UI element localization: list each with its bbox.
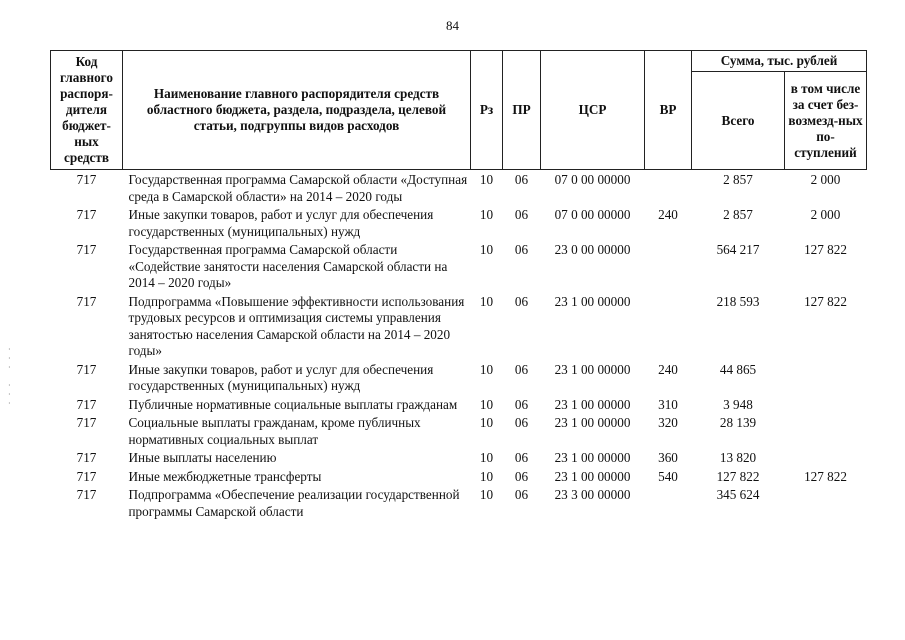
table-row	[51, 397, 867, 416]
cell-free: 2 000	[810, 207, 841, 222]
cell-rz: 10	[479, 207, 494, 222]
cell-rz: 10	[479, 450, 494, 465]
cell-pr: 06	[514, 396, 529, 412]
cell-free	[785, 362, 867, 397]
table-row	[51, 294, 867, 362]
cell-name: Публичные нормативные социальные выплаты гражданам	[128, 396, 458, 412]
cell-pr: 06	[514, 207, 529, 222]
cell-free: 127 822	[804, 468, 847, 484]
cell-vr	[645, 294, 692, 362]
cell-total: 127 822	[716, 468, 760, 484]
cell-vr	[645, 170, 692, 208]
cell-pr: 06	[514, 293, 529, 309]
cell-vr: 320	[658, 415, 678, 430]
cell-pr: 06	[514, 450, 529, 465]
margin-marks: · · · · · ·	[8, 345, 11, 408]
cell-free: 2 000	[810, 172, 841, 187]
table-row	[51, 207, 867, 242]
cell-vr: 310	[658, 396, 678, 412]
cell-total: 218 593	[716, 293, 760, 309]
cell-rz: 10	[479, 172, 494, 187]
cell-name: Государственная программа Самарской области «Содействие занятости населения Самарской области на 2014 – 2020 годы»	[128, 242, 448, 290]
cell-code: 717	[76, 468, 97, 484]
cell-free: 127 822	[804, 293, 847, 309]
cell-rz: 10	[479, 293, 494, 309]
cell-name: Иные закупки товаров, работ и услуг для обеспечения государственных (муниципальных) нужд	[128, 207, 434, 239]
table-row	[51, 170, 867, 208]
cell-total: 564 217	[716, 242, 760, 257]
header-sum-group: Сумма, тыс. рублей	[692, 51, 867, 72]
header-name: Наименование главного распорядителя средств областного бюджета, раздела, подраздела, целевой статьи, подгруппы видов расходов	[123, 51, 471, 170]
cell-rz: 10	[479, 396, 494, 412]
header-csr: ЦСР	[541, 51, 645, 170]
cell-csr: 07 0 00 00000	[554, 172, 631, 187]
cell-total: 345 624	[716, 487, 760, 502]
cell-pr: 06	[514, 468, 529, 484]
cell-free: 127 822	[804, 242, 847, 257]
cell-rz: 10	[479, 361, 494, 377]
cell-code: 717	[76, 487, 97, 502]
cell-name: Государственная программа Самарской области «Доступная среда в Самарской области» на 2014 – 2020 годы	[128, 172, 468, 204]
cell-vr: 360	[658, 450, 678, 465]
cell-pr: 06	[514, 242, 529, 257]
table-row	[51, 469, 867, 488]
cell-total: 44 865	[719, 361, 757, 377]
cell-name: Иные выплаты населению	[128, 450, 277, 465]
cell-total: 2 857	[723, 207, 753, 222]
header-total: Всего	[692, 72, 785, 170]
cell-name: Иные межбюджетные трансферты	[128, 468, 322, 484]
cell-csr: 07 0 00 00000	[554, 207, 631, 222]
cell-csr: 23 1 00 00000	[554, 293, 631, 309]
cell-vr: 540	[658, 468, 678, 484]
cell-pr: 06	[514, 487, 529, 502]
cell-pr: 06	[514, 415, 529, 430]
cell-rz: 10	[479, 487, 494, 502]
cell-name: Подпрограмма «Повышение эффективности использования трудовых ресурсов и оптимизация системы управления занятостью населения Самарской области на 2014 – 2020 годы»	[128, 293, 465, 358]
header-vr: ВР	[645, 51, 692, 170]
cell-name: Социальные выплаты гражданам, кроме публичных нормативных социальных выплат	[128, 415, 421, 447]
cell-csr: 23 1 00 00000	[554, 361, 631, 377]
cell-vr: 240	[658, 207, 678, 222]
cell-code: 717	[76, 361, 97, 377]
table-body	[51, 170, 867, 523]
budget-table	[50, 50, 867, 522]
cell-csr: 23 1 00 00000	[554, 450, 631, 465]
cell-pr: 06	[514, 172, 529, 187]
cell-free	[785, 450, 867, 469]
cell-code: 717	[76, 293, 97, 309]
cell-code: 717	[76, 450, 97, 465]
cell-name: Подпрограмма «Обеспечение реализации государственной программы Самарской области	[128, 487, 460, 519]
cell-csr: 23 1 00 00000	[554, 468, 631, 484]
cell-rz: 10	[479, 468, 494, 484]
cell-free	[785, 415, 867, 450]
table-header	[51, 51, 867, 170]
cell-code: 717	[76, 396, 97, 412]
cell-code: 717	[76, 207, 97, 222]
cell-rz: 10	[479, 415, 494, 430]
cell-vr: 240	[658, 361, 678, 377]
cell-vr	[645, 487, 692, 522]
header-free: в том числе за счет без-возмезд-ных по-ступлений	[785, 72, 867, 170]
cell-total: 28 139	[719, 415, 757, 430]
cell-csr: 23 1 00 00000	[554, 415, 631, 430]
header-pr: ПР	[503, 51, 541, 170]
cell-rz: 10	[479, 242, 494, 257]
cell-pr: 06	[514, 361, 529, 377]
cell-total: 13 820	[719, 450, 757, 465]
cell-csr: 23 1 00 00000	[554, 396, 631, 412]
cell-name: Иные закупки товаров, работ и услуг для обеспечения государственных (муниципальных) нужд	[128, 361, 434, 393]
table-row	[51, 487, 867, 522]
cell-total: 3 948	[723, 396, 753, 412]
table-row	[51, 450, 867, 469]
cell-code: 717	[76, 415, 97, 430]
cell-code: 717	[76, 172, 97, 187]
header-rz: Рз	[471, 51, 503, 170]
cell-code: 717	[76, 242, 97, 257]
cell-total: 2 857	[723, 172, 753, 187]
cell-free	[785, 397, 867, 416]
page-number: 84	[446, 18, 459, 33]
table-row	[51, 362, 867, 397]
header-code: Код главного распоря-дителя бюджет-ных средств	[51, 51, 123, 170]
cell-vr	[645, 242, 692, 294]
table-row	[51, 415, 867, 450]
cell-csr: 23 0 00 00000	[554, 242, 631, 257]
cell-csr: 23 3 00 00000	[554, 487, 631, 502]
cell-free	[785, 487, 867, 522]
table-row	[51, 242, 867, 294]
